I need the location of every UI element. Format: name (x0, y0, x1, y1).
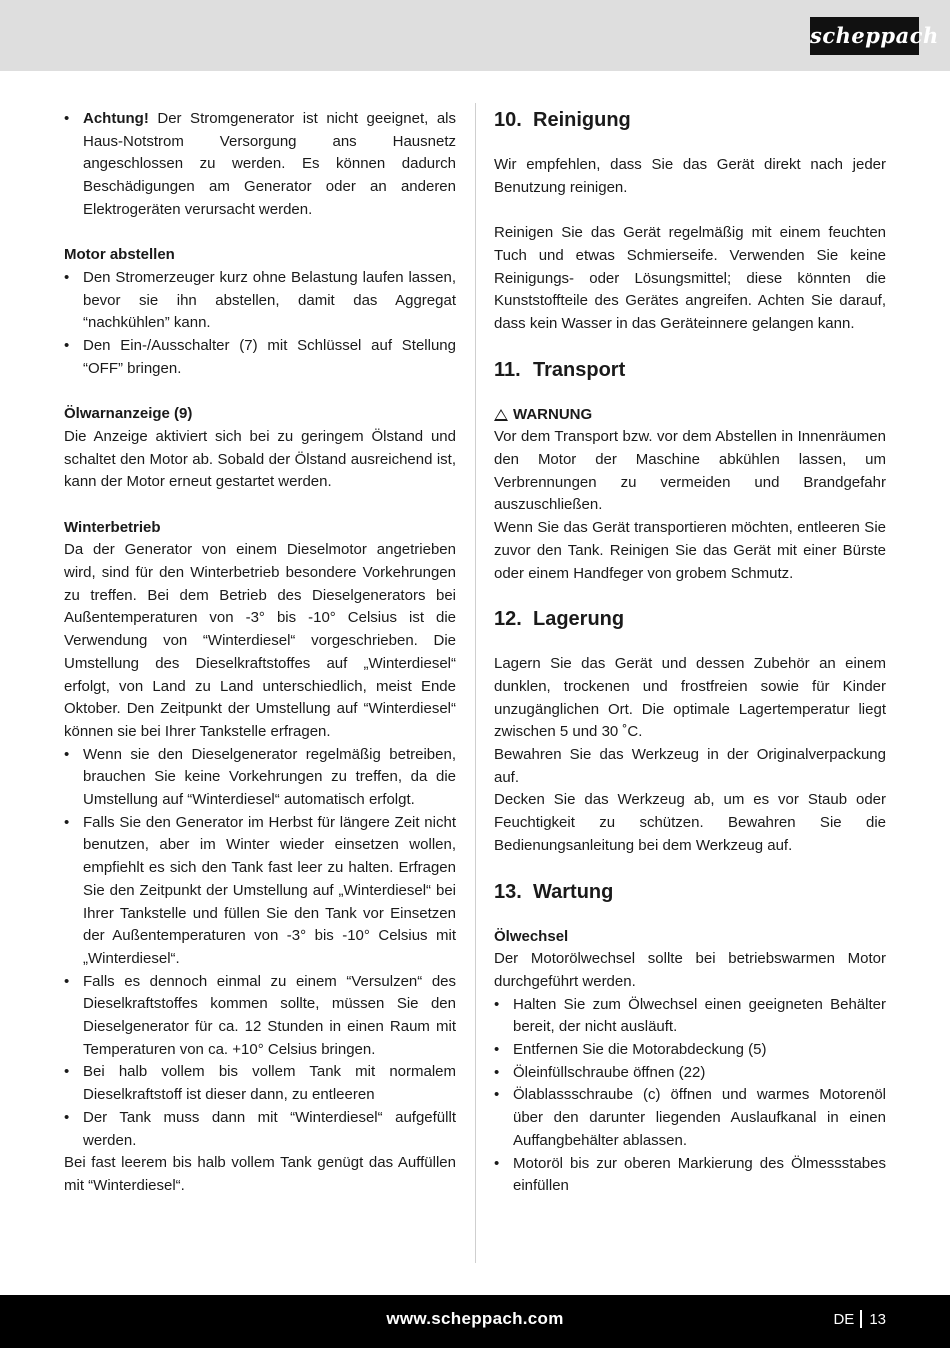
section-heading-wartung: 13. Wartung (494, 880, 614, 903)
list-item: • Entfernen Sie die Motorabdeckung (5) (494, 1041, 767, 1059)
warning-heading (494, 404, 886, 427)
section-heading-reinigung: 10. Reinigung (494, 109, 631, 131)
oil-warning-heading: Ölwarnanzeige (9) (64, 405, 193, 423)
paragraph: Vor dem Transport bzw. vor dem Abstellen in Innenräumen den Motor der Maschine abkühlen lassen, um Verbrennungen zu vermeiden und Brandgefahr auszuschließen. (494, 428, 886, 514)
paragraph: Wir empfehlen, dass Sie das Gerät direkt nach jeder Benutzung reinigen. (494, 156, 886, 196)
oil-warning-text: Die Anzeige aktiviert sich bei zu geringem Ölstand und schaltet den Motor ab. Sobald der Ölstand ausreichend ist, kann der Motor erneut gestartet werden. (64, 427, 456, 491)
warning-text: Der Stromgenerator ist nicht geeignet, als Haus-Notstrom Versorgung ans Hausnetz angeschlossen zu werden. Es können dadurch Beschädigungen am Generator oder an anderen Elektrogeräten verursacht werden. (83, 110, 456, 218)
language-code: DE (833, 1310, 855, 1328)
paragraph: Decken Sie das Werkzeug ab, um es vor Staub oder Feuchtigkeit zu schützen. Bewahren Sie die Bedienungsanleitung bei dem Werkzeug auf. (494, 791, 886, 854)
section-heading-lagerung: 12. Lagerung (494, 608, 625, 631)
footer-bar (0, 1295, 950, 1348)
winter-heading: Winterbetrieb (64, 518, 161, 536)
motor-heading: Motor abstellen (64, 246, 175, 264)
list-item: • Halten Sie zum Ölwechsel einen geeigneten Behälter bereit, der nicht ausläuft. (494, 995, 886, 1036)
paragraph: Bewahren Sie das Werkzeug in der Originalverpackung auf. (494, 746, 886, 786)
warning-triangle-icon (494, 409, 508, 421)
list-item: • Ölablassschraube (c) öffnen und warmes Motorenöl über den darunter liegenden Auslaufkanal in einen Auffangbehälter ablassen. (494, 1086, 886, 1149)
list-item: • Wenn sie den Dieselgenerator regelmäßig betreiben, brauchen Sie keine Vorkehrungen zu treffen, da die Umstellung auf “Winterdiesel“ automatisch erfolgt. (64, 745, 456, 809)
scheppach-logo: scheppach (810, 17, 919, 55)
column-divider (475, 103, 476, 1263)
section-heading-transport: 11. Transport (494, 358, 626, 381)
website-link[interactable]: www.scheppach.com (386, 1309, 564, 1328)
bullet-dot: • (64, 110, 70, 127)
page-number (833, 1310, 886, 1328)
winter-closing: Bei fast leerem bis halb vollem Tank genügt das Auffüllen mit “Winterdiesel“. (64, 1154, 456, 1194)
warning-label: Achtung! (83, 110, 149, 127)
oil-change-heading: Ölwechsel (494, 927, 569, 945)
list-item: • Öleinfüllschraube öffnen (22) (494, 1063, 706, 1081)
header-bar (0, 0, 950, 71)
list-item: • Falls es dennoch einmal zu einem “Versulzen“ des Dieselkraftstoffes kommen sollte, müssen Sie den Dieselgenerator für ca. 12 Stunden in einen Raum mit Temperaturen von ca. +10° Celsius bringen. (64, 972, 456, 1058)
paragraph: Lagern Sie das Gerät und dessen Zubehör an einem dunklen, trockenen und frostfreien sowie für Kinder unzugänglichen Ort. Die optimale Lagertemperatur liegt zwischen 5 und 30 ˚C. (494, 655, 886, 741)
winter-text: Da der Generator von einem Dieselmotor angetrieben wird, sind für den Winterbetrieb besondere Vorkehrungen zu treffen. Bei dem Betrieb des Dieselgenerators bei Außentemperaturen von -3° bis -10° Celsius ist die Verwendung von “Winterdiesel“ vorgeschrieben. Die Umstellung des Dieselkraftstoffes auf „Winterdiesel“ erfolgt, von Land zu Land unterschiedlich, meist Ende Oktober. Den Zeitpunkt der Umstellung auf “Winterdiesel“ können sie bei Ihrer Tankstelle erfragen. (64, 541, 456, 740)
left-column (64, 108, 456, 1198)
list-item: • Falls Sie den Generator im Herbst für längere Zeit nicht benutzen, aber im Winter wieder einsetzen wollen, empfiehlt es sich den Tank fast leer zu halten. Erfragen Sie den Zeitpunkt der Umstellung auf „Winterdiesel“ bei Ihrer Tankstelle und füllen Sie den Tank vor Einsetzen der Außentemperaturen von -3° bis -10° Celsius mit „Winterdiesel“. (64, 813, 456, 967)
paragraph: Wenn Sie das Gerät transportieren möchten, entleeren Sie zuvor den Tank. Reinigen Sie das Gerät mit einer Bürste oder einem Handfeger von grobem Schmutz. (494, 519, 886, 582)
warning-bullet (64, 108, 456, 222)
paragraph: Der Motorölwechsel sollte bei betriebswarmen Motor durchgeführt werden. (494, 950, 886, 990)
paragraph: Reinigen Sie das Gerät regelmäßig mit einem feuchten Tuch und etwas Schmierseife. Verwenden Sie keine Reinigungs- oder Lösungsmittel; diese könnten die Kunststoffteile des Gerätes angreifen. Achten Sie darauf, dass kein Wasser in das Geräteinnere gelangen kann. (494, 224, 886, 332)
list-item: • Den Ein-/Ausschalter (7) mit Schlüssel auf Stellung “OFF” bringen. (64, 337, 456, 377)
list-item: • Motoröl bis zur oberen Markierung des Ölmessstabes einfüllen (494, 1154, 886, 1195)
list-item: • Den Stromerzeuger kurz ohne Belastung laufen lassen, bevor sie ihn abstellen, damit das Aggregat “nachkühlen” kann. (64, 268, 456, 332)
page-num: 13 (869, 1310, 886, 1328)
separator (860, 1310, 862, 1328)
list-item: • Bei halb vollem bis vollem Tank mit normalem Dieselkraftstoff ist dieser dann, zu entleeren (64, 1063, 456, 1104)
list-item: • Der Tank muss dann mit “Winterdiesel“ aufgefüllt werden. (64, 1108, 456, 1149)
right-column (494, 108, 886, 1198)
warning-label: WARNUNG (513, 405, 593, 423)
